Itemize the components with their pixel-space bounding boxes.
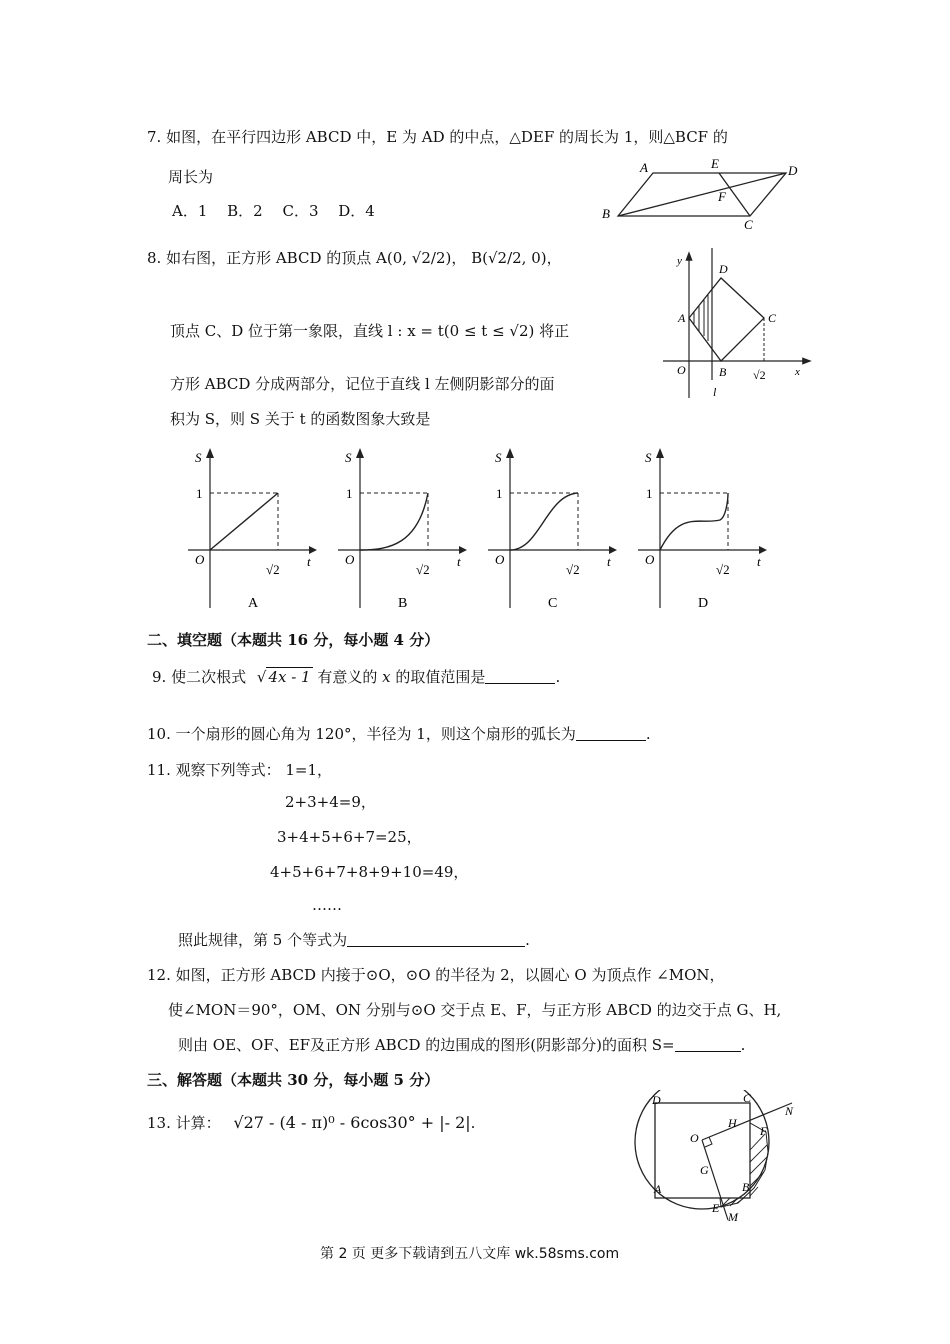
q12-label-e: E xyxy=(712,1201,720,1215)
q11-conclusion: 照此规律，第 5 个等式为 xyxy=(178,931,348,949)
graph-label-s: S xyxy=(345,450,352,465)
page-footer: 第 2 页 更多下载请到五八文库 wk.58sms.com xyxy=(320,1246,620,1262)
q8-label-sqrt2: √2 xyxy=(753,368,766,382)
graph-label-sqrt2: √2 xyxy=(266,562,280,577)
q11-eq2: 2+3+4=9， xyxy=(285,793,376,811)
q11-end: . xyxy=(525,931,530,949)
q12-label-h: H xyxy=(728,1116,737,1130)
q8-label-l: l xyxy=(713,385,717,399)
q12-line2: 使∠MON＝90°，OM、ON 分别与⊙O 交于点 E、F，与正方形 ABCD 的边交于点 G、H, xyxy=(168,1001,782,1019)
q10-answer-blank[interactable] xyxy=(576,726,646,741)
graph-choice-label: A xyxy=(248,596,259,611)
graph-option-c xyxy=(488,448,617,611)
graph-x-arrow xyxy=(309,546,317,554)
q12-label-f: F xyxy=(760,1124,768,1138)
q7-label-a: A xyxy=(640,160,648,175)
graph-option-a xyxy=(188,448,317,611)
q7-label-e: E xyxy=(711,156,719,171)
graph-label-sqrt2: √2 xyxy=(416,562,430,577)
q10-end: . xyxy=(645,725,651,743)
q10-line xyxy=(147,723,651,744)
graph-curve xyxy=(660,493,728,550)
q12-label-g: G xyxy=(700,1163,709,1177)
graph-curve xyxy=(510,493,578,550)
graph-curve xyxy=(210,493,278,550)
q8-line3: 方形 ABCD 分成两部分，记位于直线 l 左侧阴影部分的面 xyxy=(170,375,555,393)
q12-label-o: O xyxy=(690,1131,699,1145)
section3-heading: 三、解答题（本题共 30 分，每小题 5 分） xyxy=(147,1071,440,1089)
q13-end: . xyxy=(470,1114,476,1132)
graph-label-o: O xyxy=(645,552,655,567)
graph-label-s: S xyxy=(195,450,202,465)
q8-square-figure xyxy=(657,248,817,406)
q8-label-x: x xyxy=(795,366,800,378)
q9-pre: 9. 使二次根式 xyxy=(152,668,247,686)
graph-label-t: t xyxy=(607,554,611,569)
q12-label-m: M xyxy=(728,1210,738,1222)
graph-curve xyxy=(360,493,428,550)
q11-eq4: 4+5+6+7+8+9+10=49， xyxy=(270,863,469,881)
graph-y-arrow xyxy=(506,448,514,458)
q12-answer-blank[interactable] xyxy=(675,1037,741,1052)
q8-label-c: C xyxy=(768,311,777,325)
graph-option-d xyxy=(638,448,767,611)
graph-label-t: t xyxy=(457,554,461,569)
q7-label-c: C xyxy=(744,217,753,231)
q7-label-b: B xyxy=(602,206,610,221)
q8-option-graphs xyxy=(180,440,780,615)
q13-expression: √27 - (4 - π)⁰ - 6cos30° + |- 2| xyxy=(233,1113,471,1132)
q9-radicand: 4x - 1 xyxy=(268,668,311,686)
graph-label-o: O xyxy=(495,552,505,567)
graph-label-one: 1 xyxy=(646,486,653,501)
q12-label-a: A xyxy=(654,1182,662,1196)
q8-line4: 积为 S，则 S 关于 t 的函数图象大致是 xyxy=(170,410,431,428)
q13-line xyxy=(147,1112,475,1133)
q8-line2: 顶点 C、D 位于第一象限，直线 l : x = t(0 ≤ t ≤ √2) 将正 xyxy=(170,322,570,340)
q12-circle-figure xyxy=(630,1090,800,1222)
graph-label-s: S xyxy=(495,450,502,465)
graph-label-o: O xyxy=(345,552,355,567)
graph-label-sqrt2: √2 xyxy=(566,562,580,577)
q9-line: 9. 使二次根式 √ 4x - 1 有意义的 x 的取值范围是 . xyxy=(152,668,561,686)
q10-text: 10. 一个扇形的圆心角为 120°，半径为 1，则这个扇形的弧长为 xyxy=(147,725,576,743)
graph-choice-label: C xyxy=(548,596,558,611)
section2-heading: 二、填空题（本题共 16 分，每小题 4 分） xyxy=(147,631,440,649)
graph-label-t: t xyxy=(307,554,311,569)
q9-mid: 有意义的 xyxy=(317,668,378,686)
q7-line1: 7. 如图，在平行四边形 ABCD 中，E 为 AD 的中点，△DEF 的周长为 1，则△BCF 的 xyxy=(147,128,728,146)
q11-conclusion-line xyxy=(178,929,530,950)
graph-label-one: 1 xyxy=(346,486,353,501)
q9-var: x xyxy=(382,668,391,686)
q8-label-o: O xyxy=(677,363,686,377)
q9-answer-blank[interactable] xyxy=(485,669,555,684)
q7-line2: 周长为 xyxy=(168,168,214,186)
q8-label-b: B xyxy=(719,365,727,379)
q13-label: 13. 计算： xyxy=(147,1114,221,1132)
graph-x-arrow xyxy=(609,546,617,554)
graph-x-arrow xyxy=(759,546,767,554)
q12-label-b: B xyxy=(742,1180,750,1194)
graph-choice-label: D xyxy=(698,596,709,611)
q8-line1: 8. 如右图，正方形 ABCD 的顶点 A(0, √2/2)， B(√2/2, 0)， xyxy=(147,249,562,267)
q12-label-c: C xyxy=(743,1091,752,1105)
graph-option-b xyxy=(338,448,467,611)
q12-end: . xyxy=(740,1036,746,1054)
q8-label-a: A xyxy=(678,311,686,325)
q8-label-y: y xyxy=(677,255,682,267)
q12-line3: 则由 OE、OF、EF及正方形 ABCD 的边围成的图形(阴影部分)的面积 S= xyxy=(178,1036,675,1054)
q7-parallelogram-figure xyxy=(590,155,808,231)
graph-label-s: S xyxy=(645,450,652,465)
q11-ellipsis: …… xyxy=(312,896,342,914)
q9-end: . xyxy=(555,668,561,686)
q12-label-n: N xyxy=(785,1104,794,1118)
q12-line3-wrap xyxy=(178,1034,745,1055)
graph-choice-label: B xyxy=(398,596,408,611)
q7-label-d: D xyxy=(788,163,798,178)
q11-intro: 11. 观察下列等式： 1=1， xyxy=(147,761,333,779)
q12-label-d: D xyxy=(652,1093,661,1107)
graph-label-o: O xyxy=(195,552,205,567)
q7-label-f: F xyxy=(718,189,726,204)
graph-label-sqrt2: √2 xyxy=(716,562,730,577)
q9-post: 的取值范围是 xyxy=(395,668,486,686)
q11-eq3: 3+4+5+6+7=25， xyxy=(277,828,422,846)
graph-label-one: 1 xyxy=(496,486,503,501)
graph-x-arrow xyxy=(459,546,467,554)
graph-label-one: 1 xyxy=(196,486,203,501)
graph-label-t: t xyxy=(757,554,761,569)
graph-y-arrow xyxy=(356,448,364,458)
graph-y-arrow xyxy=(656,448,664,458)
q12-line1: 12. 如图，正方形 ABCD 内接于⊙O，⊙O 的半径为 2，以圆心 O 为顶点作 ∠MON， xyxy=(147,966,725,984)
graph-y-arrow xyxy=(206,448,214,458)
q11-answer-blank[interactable] xyxy=(347,932,525,947)
q7-options: A．1 B．2 C．3 D．4 xyxy=(172,202,375,220)
q8-label-d: D xyxy=(719,262,728,276)
